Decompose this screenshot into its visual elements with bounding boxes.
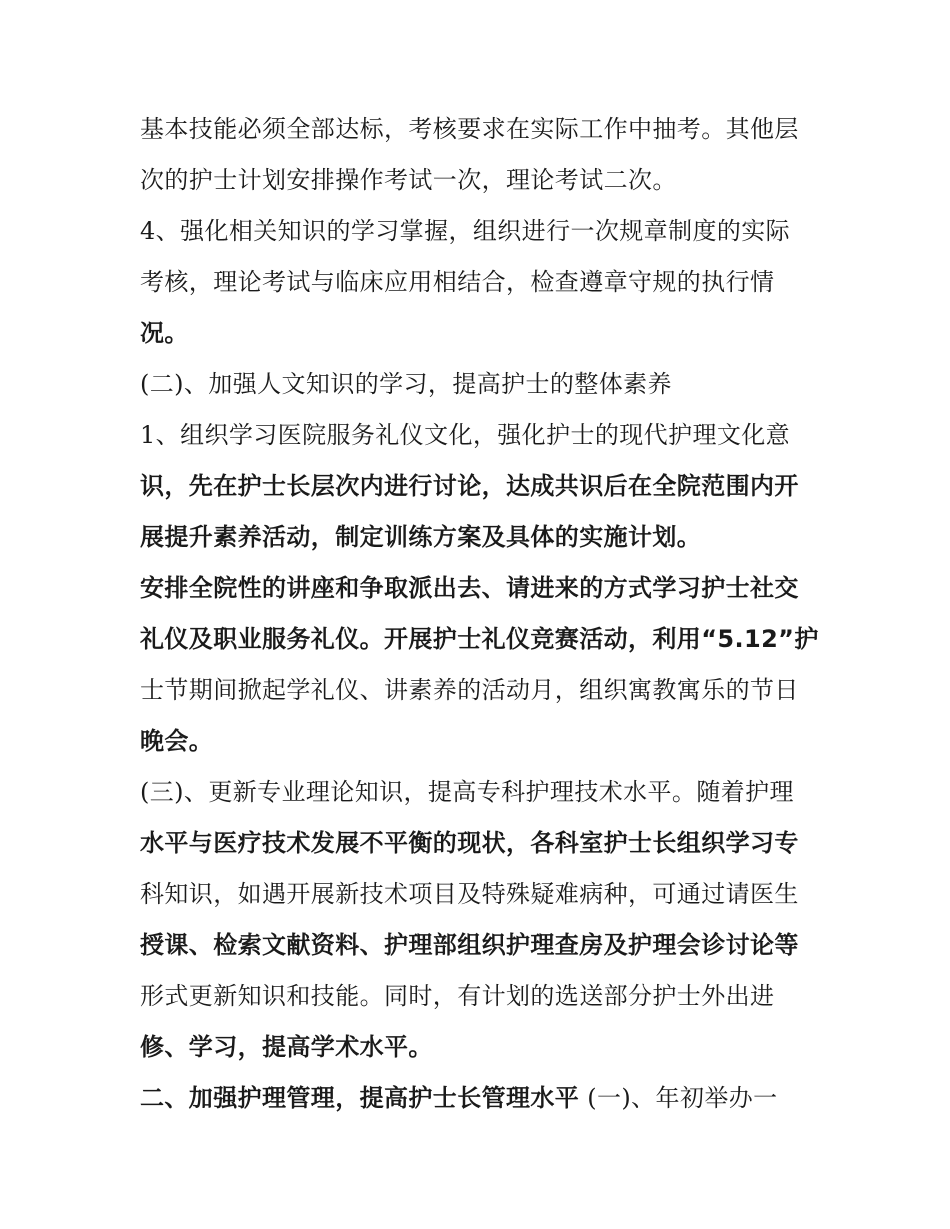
text-line: 形式更新知识和技能。同时，有计划的选送部分护士外出进 — [140, 982, 775, 1010]
text-line: 授课、检索文献资料、护理部组织护理查房及护理会诊讨论等 — [140, 931, 799, 959]
chapter-heading: 二、加强护理管理，提高护士长管理水平 — [140, 1084, 580, 1112]
text-line: 士节期间掀起学礼仪、讲素养的活动月，组织寓教寓乐的节日 — [140, 676, 799, 704]
subsection-start: (一)、年初举办一 — [579, 1084, 778, 1112]
section-heading: (三)、更新专业理论知识，提高专科护理技术水平。随着护理 — [140, 778, 794, 806]
text-line: 4、强化相关知识的学习掌握，组织进行一次规章制度的实际 — [140, 217, 791, 245]
text-line: 基本技能必须全部达标，考核要求在实际工作中抽考。其他层 — [140, 115, 799, 143]
text-line: 水平与医疗技术发展不平衡的现状，各科室护士长组织学习专 — [140, 829, 799, 857]
text-line: 考核，理论考试与临床应用相结合，检查遵章守规的执行情 — [140, 268, 775, 296]
section-heading: (二)、加强人文知识的学习，提高护士的整体素养 — [140, 370, 672, 398]
text-line: 科知识，如遇开展新技术项目及特殊疑难病种，可通过请医生 — [140, 880, 799, 908]
text-line: 晚会。 — [140, 727, 214, 755]
text-line: 识，先在护士长层次内进行讨论，达成共识后在全院范围内开 — [140, 472, 799, 500]
text-line: 安排全院性的讲座和争取派出去、请进来的方式学习护士社交 — [140, 574, 799, 602]
text-line: 修、学习，提高学术水平。 — [140, 1033, 433, 1061]
text-line: 1、组织学习医院服务礼仪文化，强化护士的现代护理文化意 — [140, 421, 791, 449]
text-line: 次的护士计划安排操作考试一次，理论考试二次。 — [140, 166, 677, 194]
text-line: 礼仪及职业服务礼仪。开展护士礼仪竞赛活动，利用“5.12”护 — [140, 625, 819, 653]
text-line: 展提升素养活动，制定训练方案及具体的实施计划。 — [140, 523, 702, 551]
text-line-last — [140, 1073, 820, 1124]
text-line: 况。 — [140, 319, 189, 347]
body-text — [140, 104, 820, 1124]
